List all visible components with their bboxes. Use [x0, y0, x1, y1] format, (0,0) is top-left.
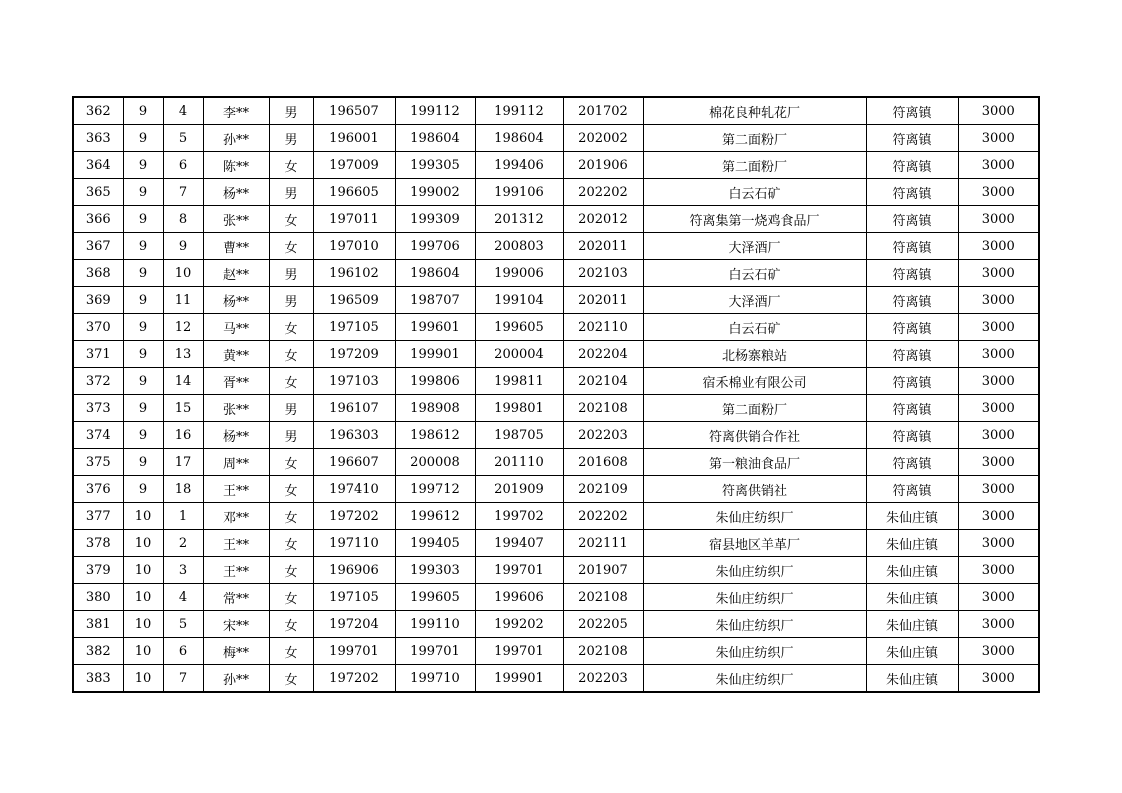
table-row — [73, 395, 1039, 422]
amount-cell: 3000 — [958, 314, 1039, 341]
retire-date-cell: 202104 — [563, 368, 643, 395]
group-number-cell: 9 — [123, 97, 163, 125]
retire-date-cell: 202108 — [563, 395, 643, 422]
work-unit-cell: 朱仙庄纺织厂 — [643, 638, 866, 665]
work-start-date-cell: 199405 — [395, 530, 475, 557]
table-row — [73, 233, 1039, 260]
work-unit-cell: 朱仙庄纺织厂 — [643, 557, 866, 584]
birth-date-cell: 197105 — [313, 584, 395, 611]
amount-cell: 3000 — [958, 503, 1039, 530]
work-start-date-cell: 198604 — [395, 125, 475, 152]
entry-date-cell: 199606 — [475, 584, 563, 611]
town-cell: 符离镇 — [866, 97, 958, 125]
work-unit-cell: 大泽酒厂 — [643, 287, 866, 314]
entry-date-cell: 199901 — [475, 665, 563, 693]
birth-date-cell: 197009 — [313, 152, 395, 179]
name-cell: 张** — [203, 206, 269, 233]
serial-number-cell: 381 — [73, 611, 123, 638]
gender-cell: 男 — [269, 395, 313, 422]
table-row — [73, 206, 1039, 233]
town-cell: 符离镇 — [866, 233, 958, 260]
entry-date-cell: 199701 — [475, 638, 563, 665]
town-cell: 符离镇 — [866, 476, 958, 503]
work-start-date-cell: 199601 — [395, 314, 475, 341]
name-cell: 杨** — [203, 287, 269, 314]
retire-date-cell: 202203 — [563, 422, 643, 449]
work-start-date-cell: 199712 — [395, 476, 475, 503]
gender-cell: 女 — [269, 584, 313, 611]
serial-number-cell: 373 — [73, 395, 123, 422]
serial-number-cell: 369 — [73, 287, 123, 314]
town-cell: 朱仙庄镇 — [866, 557, 958, 584]
gender-cell: 男 — [269, 97, 313, 125]
retire-date-cell: 201702 — [563, 97, 643, 125]
serial-number-cell: 366 — [73, 206, 123, 233]
gender-cell: 男 — [269, 422, 313, 449]
entry-date-cell: 199202 — [475, 611, 563, 638]
table-row — [73, 152, 1039, 179]
name-cell: 王** — [203, 476, 269, 503]
entry-date-cell: 199407 — [475, 530, 563, 557]
index-in-group-cell: 18 — [163, 476, 203, 503]
town-cell: 符离镇 — [866, 368, 958, 395]
group-number-cell: 9 — [123, 260, 163, 287]
gender-cell: 女 — [269, 503, 313, 530]
birth-date-cell: 196507 — [313, 97, 395, 125]
amount-cell: 3000 — [958, 233, 1039, 260]
serial-number-cell: 383 — [73, 665, 123, 693]
entry-date-cell: 199701 — [475, 557, 563, 584]
amount-cell: 3000 — [958, 557, 1039, 584]
amount-cell: 3000 — [958, 584, 1039, 611]
retire-date-cell: 202011 — [563, 287, 643, 314]
retire-date-cell: 201608 — [563, 449, 643, 476]
birth-date-cell: 197410 — [313, 476, 395, 503]
index-in-group-cell: 8 — [163, 206, 203, 233]
gender-cell: 女 — [269, 476, 313, 503]
amount-cell: 3000 — [958, 97, 1039, 125]
index-in-group-cell: 14 — [163, 368, 203, 395]
amount-cell: 3000 — [958, 449, 1039, 476]
gender-cell: 女 — [269, 611, 313, 638]
group-number-cell: 9 — [123, 287, 163, 314]
index-in-group-cell: 4 — [163, 97, 203, 125]
group-number-cell: 10 — [123, 557, 163, 584]
birth-date-cell: 197202 — [313, 503, 395, 530]
table-row — [73, 449, 1039, 476]
birth-date-cell: 196607 — [313, 449, 395, 476]
group-number-cell: 10 — [123, 665, 163, 693]
table-row — [73, 260, 1039, 287]
group-number-cell: 9 — [123, 422, 163, 449]
work-unit-cell: 棉花良种轧花厂 — [643, 97, 866, 125]
work-unit-cell: 第二面粉厂 — [643, 152, 866, 179]
retire-date-cell: 202012 — [563, 206, 643, 233]
name-cell: 马** — [203, 314, 269, 341]
records-table — [72, 96, 1040, 693]
index-in-group-cell: 17 — [163, 449, 203, 476]
serial-number-cell: 363 — [73, 125, 123, 152]
town-cell: 符离镇 — [866, 179, 958, 206]
entry-date-cell: 201909 — [475, 476, 563, 503]
work-start-date-cell: 199710 — [395, 665, 475, 693]
entry-date-cell: 199605 — [475, 314, 563, 341]
town-cell: 符离镇 — [866, 395, 958, 422]
group-number-cell: 10 — [123, 611, 163, 638]
name-cell: 周** — [203, 449, 269, 476]
amount-cell: 3000 — [958, 125, 1039, 152]
index-in-group-cell: 9 — [163, 233, 203, 260]
gender-cell: 女 — [269, 449, 313, 476]
birth-date-cell: 196303 — [313, 422, 395, 449]
work-unit-cell: 第二面粉厂 — [643, 125, 866, 152]
index-in-group-cell: 1 — [163, 503, 203, 530]
work-start-date-cell: 199605 — [395, 584, 475, 611]
retire-date-cell: 202204 — [563, 341, 643, 368]
birth-date-cell: 197010 — [313, 233, 395, 260]
index-in-group-cell: 3 — [163, 557, 203, 584]
gender-cell: 女 — [269, 638, 313, 665]
town-cell: 符离镇 — [866, 260, 958, 287]
birth-date-cell: 196605 — [313, 179, 395, 206]
table-row — [73, 368, 1039, 395]
work-unit-cell: 朱仙庄纺织厂 — [643, 503, 866, 530]
group-number-cell: 9 — [123, 368, 163, 395]
serial-number-cell: 375 — [73, 449, 123, 476]
name-cell: 陈** — [203, 152, 269, 179]
birth-date-cell: 197105 — [313, 314, 395, 341]
index-in-group-cell: 4 — [163, 584, 203, 611]
serial-number-cell: 382 — [73, 638, 123, 665]
work-start-date-cell: 199110 — [395, 611, 475, 638]
work-start-date-cell: 199303 — [395, 557, 475, 584]
table-row — [73, 341, 1039, 368]
gender-cell: 女 — [269, 206, 313, 233]
amount-cell: 3000 — [958, 611, 1039, 638]
group-number-cell: 9 — [123, 341, 163, 368]
birth-date-cell: 196102 — [313, 260, 395, 287]
gender-cell: 女 — [269, 557, 313, 584]
town-cell: 符离镇 — [866, 206, 958, 233]
group-number-cell: 10 — [123, 638, 163, 665]
work-unit-cell: 符离供销合作社 — [643, 422, 866, 449]
entry-date-cell: 198604 — [475, 125, 563, 152]
town-cell: 符离镇 — [866, 422, 958, 449]
group-number-cell: 9 — [123, 449, 163, 476]
name-cell: 孙** — [203, 125, 269, 152]
serial-number-cell: 374 — [73, 422, 123, 449]
amount-cell: 3000 — [958, 206, 1039, 233]
work-start-date-cell: 199612 — [395, 503, 475, 530]
amount-cell: 3000 — [958, 179, 1039, 206]
table-row — [73, 125, 1039, 152]
work-start-date-cell: 199305 — [395, 152, 475, 179]
retire-date-cell: 202108 — [563, 584, 643, 611]
group-number-cell: 10 — [123, 584, 163, 611]
serial-number-cell: 370 — [73, 314, 123, 341]
retire-date-cell: 202205 — [563, 611, 643, 638]
group-number-cell: 9 — [123, 125, 163, 152]
table-row — [73, 476, 1039, 503]
amount-cell: 3000 — [958, 341, 1039, 368]
work-start-date-cell: 199706 — [395, 233, 475, 260]
table-row — [73, 530, 1039, 557]
work-unit-cell: 符离供销社 — [643, 476, 866, 503]
birth-date-cell: 197209 — [313, 341, 395, 368]
amount-cell: 3000 — [958, 422, 1039, 449]
town-cell: 朱仙庄镇 — [866, 665, 958, 693]
work-unit-cell: 北杨寨粮站 — [643, 341, 866, 368]
table-row — [73, 503, 1039, 530]
entry-date-cell: 199006 — [475, 260, 563, 287]
work-unit-cell: 朱仙庄纺织厂 — [643, 584, 866, 611]
table-row — [73, 611, 1039, 638]
birth-date-cell: 197204 — [313, 611, 395, 638]
amount-cell: 3000 — [958, 665, 1039, 693]
gender-cell: 女 — [269, 152, 313, 179]
work-unit-cell: 白云石矿 — [643, 260, 866, 287]
work-unit-cell: 朱仙庄纺织厂 — [643, 665, 866, 693]
table-row — [73, 314, 1039, 341]
name-cell: 王** — [203, 530, 269, 557]
birth-date-cell: 196509 — [313, 287, 395, 314]
serial-number-cell: 371 — [73, 341, 123, 368]
name-cell: 杨** — [203, 422, 269, 449]
gender-cell: 女 — [269, 665, 313, 693]
entry-date-cell: 199801 — [475, 395, 563, 422]
index-in-group-cell: 10 — [163, 260, 203, 287]
entry-date-cell: 199811 — [475, 368, 563, 395]
work-unit-cell: 宿县地区羊革厂 — [643, 530, 866, 557]
index-in-group-cell: 11 — [163, 287, 203, 314]
serial-number-cell: 377 — [73, 503, 123, 530]
name-cell: 张** — [203, 395, 269, 422]
work-unit-cell: 大泽酒厂 — [643, 233, 866, 260]
amount-cell: 3000 — [958, 287, 1039, 314]
amount-cell: 3000 — [958, 476, 1039, 503]
amount-cell: 3000 — [958, 260, 1039, 287]
name-cell: 梅** — [203, 638, 269, 665]
index-in-group-cell: 13 — [163, 341, 203, 368]
name-cell: 常** — [203, 584, 269, 611]
work-start-date-cell: 198908 — [395, 395, 475, 422]
name-cell: 曹** — [203, 233, 269, 260]
work-start-date-cell: 199701 — [395, 638, 475, 665]
birth-date-cell: 197011 — [313, 206, 395, 233]
town-cell: 符离镇 — [866, 341, 958, 368]
work-unit-cell: 第一粮油食品厂 — [643, 449, 866, 476]
amount-cell: 3000 — [958, 152, 1039, 179]
serial-number-cell: 379 — [73, 557, 123, 584]
index-in-group-cell: 7 — [163, 665, 203, 693]
work-start-date-cell: 199309 — [395, 206, 475, 233]
records-body — [73, 97, 1039, 692]
work-start-date-cell: 199806 — [395, 368, 475, 395]
group-number-cell: 10 — [123, 530, 163, 557]
index-in-group-cell: 15 — [163, 395, 203, 422]
birth-date-cell: 196906 — [313, 557, 395, 584]
work-unit-cell: 宿禾棉业有限公司 — [643, 368, 866, 395]
retire-date-cell: 202108 — [563, 638, 643, 665]
birth-date-cell: 197110 — [313, 530, 395, 557]
amount-cell: 3000 — [958, 368, 1039, 395]
serial-number-cell: 380 — [73, 584, 123, 611]
retire-date-cell: 202202 — [563, 179, 643, 206]
retire-date-cell: 202203 — [563, 665, 643, 693]
table-row — [73, 97, 1039, 125]
index-in-group-cell: 5 — [163, 611, 203, 638]
entry-date-cell: 201110 — [475, 449, 563, 476]
retire-date-cell: 202103 — [563, 260, 643, 287]
entry-date-cell: 199112 — [475, 97, 563, 125]
amount-cell: 3000 — [958, 395, 1039, 422]
name-cell: 赵** — [203, 260, 269, 287]
index-in-group-cell: 5 — [163, 125, 203, 152]
birth-date-cell: 196001 — [313, 125, 395, 152]
name-cell: 杨** — [203, 179, 269, 206]
name-cell: 黄** — [203, 341, 269, 368]
entry-date-cell: 200803 — [475, 233, 563, 260]
index-in-group-cell: 6 — [163, 152, 203, 179]
group-number-cell: 9 — [123, 476, 163, 503]
gender-cell: 男 — [269, 287, 313, 314]
town-cell: 朱仙庄镇 — [866, 530, 958, 557]
birth-date-cell: 197103 — [313, 368, 395, 395]
work-start-date-cell: 198604 — [395, 260, 475, 287]
serial-number-cell: 376 — [73, 476, 123, 503]
serial-number-cell: 364 — [73, 152, 123, 179]
name-cell: 邓** — [203, 503, 269, 530]
town-cell: 朱仙庄镇 — [866, 638, 958, 665]
group-number-cell: 9 — [123, 206, 163, 233]
town-cell: 符离镇 — [866, 125, 958, 152]
work-unit-cell: 白云石矿 — [643, 314, 866, 341]
town-cell: 符离镇 — [866, 449, 958, 476]
birth-date-cell: 197202 — [313, 665, 395, 693]
group-number-cell: 9 — [123, 179, 163, 206]
entry-date-cell: 199702 — [475, 503, 563, 530]
retire-date-cell: 201907 — [563, 557, 643, 584]
name-cell: 胥** — [203, 368, 269, 395]
group-number-cell: 10 — [123, 503, 163, 530]
town-cell: 朱仙庄镇 — [866, 503, 958, 530]
amount-cell: 3000 — [958, 638, 1039, 665]
work-unit-cell: 白云石矿 — [643, 179, 866, 206]
gender-cell: 女 — [269, 368, 313, 395]
retire-date-cell: 202002 — [563, 125, 643, 152]
table-row — [73, 287, 1039, 314]
work-start-date-cell: 199002 — [395, 179, 475, 206]
entry-date-cell: 199106 — [475, 179, 563, 206]
serial-number-cell: 372 — [73, 368, 123, 395]
retire-date-cell: 202111 — [563, 530, 643, 557]
retire-date-cell: 202109 — [563, 476, 643, 503]
work-start-date-cell: 200008 — [395, 449, 475, 476]
name-cell: 宋** — [203, 611, 269, 638]
group-number-cell: 9 — [123, 314, 163, 341]
group-number-cell: 9 — [123, 395, 163, 422]
index-in-group-cell: 12 — [163, 314, 203, 341]
table-row — [73, 584, 1039, 611]
gender-cell: 女 — [269, 530, 313, 557]
table-row — [73, 557, 1039, 584]
town-cell: 符离镇 — [866, 152, 958, 179]
entry-date-cell: 200004 — [475, 341, 563, 368]
gender-cell: 女 — [269, 233, 313, 260]
name-cell: 李** — [203, 97, 269, 125]
entry-date-cell: 199406 — [475, 152, 563, 179]
gender-cell: 男 — [269, 260, 313, 287]
retire-date-cell: 202011 — [563, 233, 643, 260]
name-cell: 王** — [203, 557, 269, 584]
entry-date-cell: 199104 — [475, 287, 563, 314]
amount-cell: 3000 — [958, 530, 1039, 557]
town-cell: 符离镇 — [866, 287, 958, 314]
index-in-group-cell: 7 — [163, 179, 203, 206]
serial-number-cell: 367 — [73, 233, 123, 260]
name-cell: 孙** — [203, 665, 269, 693]
table-row — [73, 638, 1039, 665]
gender-cell: 男 — [269, 179, 313, 206]
birth-date-cell: 196107 — [313, 395, 395, 422]
town-cell: 朱仙庄镇 — [866, 584, 958, 611]
entry-date-cell: 198705 — [475, 422, 563, 449]
work-unit-cell: 第二面粉厂 — [643, 395, 866, 422]
entry-date-cell: 201312 — [475, 206, 563, 233]
gender-cell: 女 — [269, 341, 313, 368]
town-cell: 符离镇 — [866, 314, 958, 341]
work-unit-cell: 符离集第一烧鸡食品厂 — [643, 206, 866, 233]
gender-cell: 男 — [269, 125, 313, 152]
index-in-group-cell: 2 — [163, 530, 203, 557]
work-start-date-cell: 199901 — [395, 341, 475, 368]
birth-date-cell: 199701 — [313, 638, 395, 665]
work-start-date-cell: 198707 — [395, 287, 475, 314]
table-row — [73, 422, 1039, 449]
group-number-cell: 9 — [123, 233, 163, 260]
work-start-date-cell: 199112 — [395, 97, 475, 125]
serial-number-cell: 378 — [73, 530, 123, 557]
table-row — [73, 665, 1039, 693]
group-number-cell: 9 — [123, 152, 163, 179]
gender-cell: 女 — [269, 314, 313, 341]
retire-date-cell: 202202 — [563, 503, 643, 530]
serial-number-cell: 362 — [73, 97, 123, 125]
index-in-group-cell: 16 — [163, 422, 203, 449]
town-cell: 朱仙庄镇 — [866, 611, 958, 638]
table-row — [73, 179, 1039, 206]
work-unit-cell: 朱仙庄纺织厂 — [643, 611, 866, 638]
serial-number-cell: 368 — [73, 260, 123, 287]
retire-date-cell: 201906 — [563, 152, 643, 179]
index-in-group-cell: 6 — [163, 638, 203, 665]
retire-date-cell: 202110 — [563, 314, 643, 341]
serial-number-cell: 365 — [73, 179, 123, 206]
work-start-date-cell: 198612 — [395, 422, 475, 449]
